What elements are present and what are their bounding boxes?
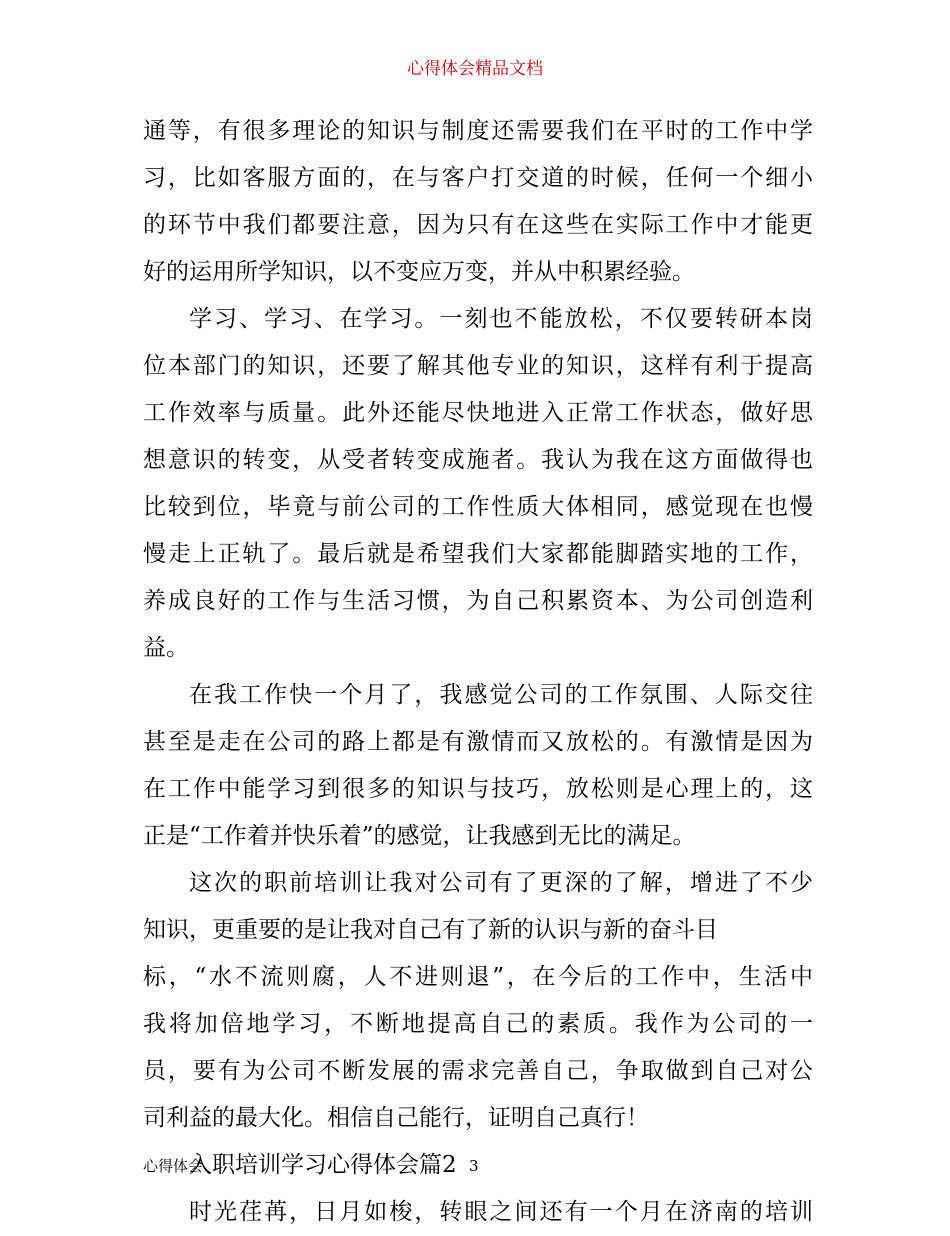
text-line: 好的运用所学知识，以不变应万变，并从中积累经验。 xyxy=(143,259,695,285)
text-line: 时光荏苒，日月如梭，转眼之间还有一个月在济南的培训 xyxy=(189,1199,813,1225)
text-line: 员，要有为公司不断发展的需求完善自己，争取做到自己对公 xyxy=(143,1058,813,1084)
text-line: 习，比如客服方面的，在与客户打交道的时候，任何一个细小 xyxy=(143,165,813,191)
text-line: 甚至是走在公司的路上都是有激情而又放松的。有激情是因为 xyxy=(143,729,813,755)
text-line: 学习、学习、在学习。一刻也不能放松，不仅要转研本岗 xyxy=(189,306,813,332)
text-line: 在工作中能学习到很多的知识与技巧，放松则是心理上的，这 xyxy=(143,776,813,802)
text-line: 在我工作快一个月了，我感觉公司的工作氛围、人际交往 xyxy=(189,682,813,708)
text-line: 正是“工作着并快乐着”的感觉，让我感到无比的满足。 xyxy=(143,823,696,849)
page-footer-label: 心得体会 xyxy=(143,1157,204,1175)
text-line: 通等，有很多理论的知识与制度还需要我们在平时的工作中学 xyxy=(143,118,813,144)
text-line: 位本部门的知识，还要了解其他专业的知识，这样有利于提高 xyxy=(143,353,813,379)
text-line: 我将加倍地学习，不断地提高自己的素质。我作为公司的一 xyxy=(143,1011,813,1037)
text-line: 知识，更重要的是让我对自己有了新的认识与新的奋斗目 xyxy=(143,917,718,943)
text-line: 司利益的最大化。相信自己能行，证明自己真行！ xyxy=(143,1105,649,1131)
text-line: 的环节中我们都要注意，因为只有在这些在实际工作中才能更 xyxy=(143,212,813,238)
text-line: 标，“水不流则腐，人不进则退”，在今后的工作中，生活中 xyxy=(143,964,813,990)
text-line: 养成良好的工作与生活习惯，为自己积累资本、为公司创造利 xyxy=(143,588,813,614)
paragraph xyxy=(143,1189,813,1236)
text-line: 益。 xyxy=(143,635,189,661)
text-line: 这次的职前培训让我对公司有了更深的了解，增进了不少 xyxy=(189,870,813,896)
paragraph xyxy=(143,672,813,860)
text-line: 工作效率与质量。此外还能尽快地进入正常工作状态，做好思 xyxy=(143,400,813,426)
paragraph xyxy=(143,108,813,296)
text-line: 想意识的转变，从受者转变成施者。我认为我在这方面做得也 xyxy=(143,447,813,473)
text-line: 入职培训学习心得体会篇2 xyxy=(189,1152,457,1178)
text-line: 比较到位，毕竟与前公司的工作性质大体相同，感觉现在也慢 xyxy=(143,494,813,520)
document-body xyxy=(143,108,813,1236)
paragraph xyxy=(143,860,813,1142)
text-line: 慢走上正轨了。最后就是希望我们大家都能脚踏实地的工作， xyxy=(143,541,813,567)
paragraph xyxy=(143,296,813,672)
page-number: 3 xyxy=(469,1157,479,1175)
page-header-title: 心得体会精品文档 xyxy=(407,59,543,79)
